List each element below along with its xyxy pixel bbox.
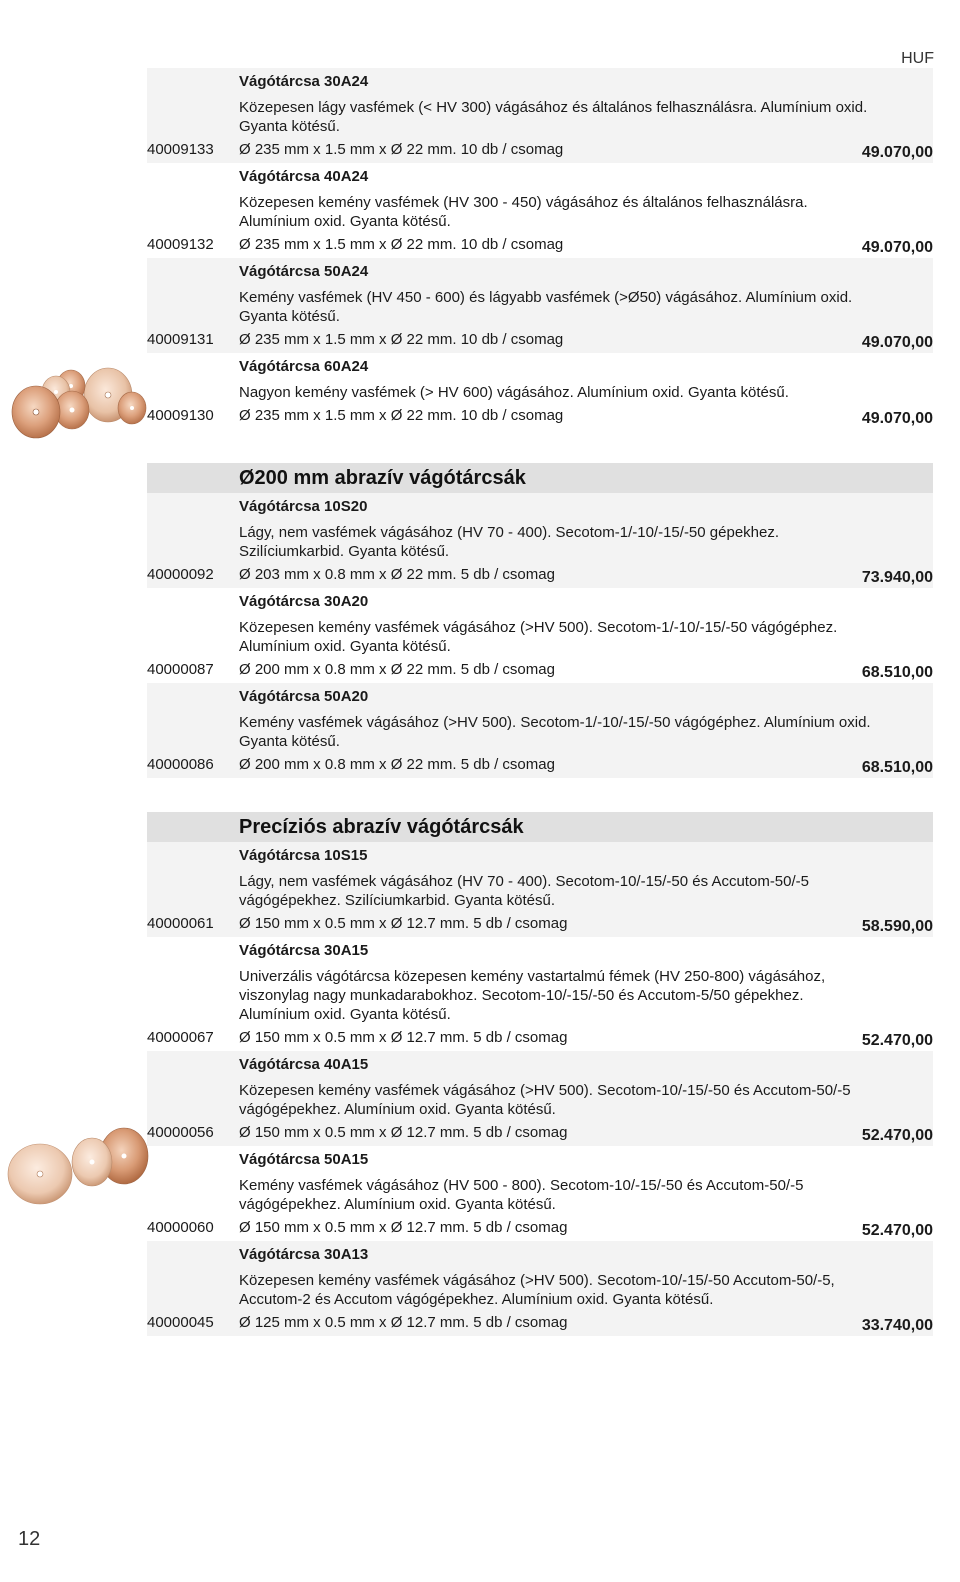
- product-order-row: [147, 910, 933, 933]
- product-entry: [147, 937, 933, 1051]
- product-code: 40000061: [147, 915, 214, 932]
- product-order-row: [147, 656, 933, 679]
- product-code: 40009132: [147, 236, 214, 253]
- product-title: Vágótárcsa 40A24: [239, 168, 369, 185]
- product-order-row: [147, 231, 933, 254]
- product-code: 40000086: [147, 756, 214, 773]
- product-description: Nagyon kemény vasfémek (> HV 600) vágásához. Alumínium oxid. Gyanta kötésű.: [239, 384, 789, 401]
- product-description: Lágy, nem vasfémek vágásához (HV 70 - 400). Secotom-10/-15/-50 és Accutom-50/-5 vágógépekhez. Szilíciumkarbid. Gyanta kötésű.: [239, 873, 809, 909]
- product-spec: Ø 150 mm x 0.5 mm x Ø 12.7 mm. 5 db / csomag: [239, 1219, 568, 1236]
- product-entry: [147, 258, 933, 353]
- product-description: Közepesen kemény vasfémek vágásához (>HV 500). Secotom-1/-10/-15/-50 vágógéphez. Alumínium oxid. Gyanta kötésű.: [239, 619, 838, 655]
- product-price: 49.070,00: [861, 144, 933, 161]
- product-title: Vágótárcsa 40A15: [239, 1056, 369, 1073]
- product-spec: Ø 150 mm x 0.5 mm x Ø 12.7 mm. 5 db / csomag: [239, 915, 568, 932]
- product-spec: Ø 200 mm x 0.8 mm x Ø 22 mm. 5 db / csomag: [239, 756, 555, 773]
- product-spec: Ø 150 mm x 0.5 mm x Ø 12.7 mm. 5 db / csomag: [239, 1029, 568, 1046]
- product-description: Közepesen kemény vasfémek vágásához (>HV 500). Secotom-10/-15/-50 Accutom-50/-5, Accutom-2 és Accutom vágógépekhez. Alumínium oxid. Gyanta kötésű.: [239, 1272, 835, 1308]
- product-title: Vágótárcsa 30A13: [239, 1246, 369, 1263]
- product-spec: Ø 150 mm x 0.5 mm x Ø 12.7 mm. 5 db / csomag: [239, 1124, 568, 1141]
- product-entry: [147, 1051, 933, 1146]
- product-order-row: [147, 1024, 933, 1047]
- product-entry: [147, 1241, 933, 1336]
- section-spacer: [147, 429, 933, 463]
- product-spec: Ø 235 mm x 1.5 mm x Ø 22 mm. 10 db / csomag: [239, 407, 564, 424]
- product-code: 40000092: [147, 566, 214, 583]
- product-spec: Ø 235 mm x 1.5 mm x Ø 22 mm. 10 db / csomag: [239, 236, 564, 253]
- product-code: 40000060: [147, 1219, 214, 1236]
- page-number: 12: [18, 1528, 41, 1550]
- product-price: 49.070,00: [861, 239, 933, 256]
- product-spec: Ø 203 mm x 0.8 mm x Ø 22 mm. 5 db / csomag: [239, 566, 555, 583]
- product-title: Vágótárcsa 50A24: [239, 263, 369, 280]
- product-entry: [147, 588, 933, 683]
- product-entry: [147, 683, 933, 778]
- product-code: 40009130: [147, 407, 214, 424]
- product-code: 40009133: [147, 141, 214, 158]
- product-price: 33.740,00: [861, 1317, 933, 1334]
- product-title: Vágótárcsa 50A15: [239, 1151, 369, 1168]
- product-code: 40000067: [147, 1029, 214, 1046]
- product-code: 40000087: [147, 661, 214, 678]
- product-price: 52.470,00: [861, 1127, 933, 1144]
- product-entry: [147, 842, 933, 937]
- product-description: Közepesen kemény vasfémek vágásához (>HV 500). Secotom-10/-15/-50 és Accutom-50/-5 vágógépekhez. Alumínium oxid. Gyanta kötésű.: [239, 1082, 851, 1118]
- product-entry: [147, 1146, 933, 1241]
- section-header: Ø200 mm abrazív vágótárcsák: [147, 463, 933, 493]
- product-order-row: [147, 751, 933, 774]
- product-order-row: [147, 326, 933, 349]
- product-price: 49.070,00: [861, 334, 933, 351]
- product-spec: Ø 235 mm x 1.5 mm x Ø 22 mm. 10 db / csomag: [239, 331, 564, 348]
- product-order-row: [147, 1309, 933, 1332]
- product-description: Közepesen kemény vasfémek (HV 300 - 450) vágásához és általános felhasználásra. Alumínium oxid. Gyanta kötésű.: [239, 194, 808, 230]
- product-entry: [147, 493, 933, 588]
- product-entry: [147, 163, 933, 258]
- product-price: 52.470,00: [861, 1032, 933, 1049]
- product-description: Kemény vasfémek (HV 450 - 600) és lágyabb vasfémek (>Ø50) vágásához. Alumínium oxid. Gyanta kötésű.: [239, 289, 853, 325]
- product-description: Kemény vasfémek vágásához (HV 500 - 800). Secotom-10/-15/-50 és Accutom-50/-5 vágógépekhez. Alumínium oxid. Gyanta kötésű.: [239, 1177, 804, 1213]
- product-title: Vágótárcsa 50A20: [239, 688, 369, 705]
- product-spec: Ø 125 mm x 0.5 mm x Ø 12.7 mm. 5 db / csomag: [239, 1314, 568, 1331]
- price-list: [147, 68, 933, 1336]
- product-order-row: [147, 1214, 933, 1237]
- product-price: 52.470,00: [861, 1222, 933, 1239]
- product-title: Vágótárcsa 10S20: [239, 498, 368, 515]
- section-spacer: [147, 778, 933, 812]
- cutting-discs-large-icon: [8, 366, 148, 440]
- product-title: Vágótárcsa 30A15: [239, 942, 369, 959]
- product-order-row: [147, 561, 933, 584]
- product-order-row: [147, 402, 933, 425]
- product-spec: Ø 235 mm x 1.5 mm x Ø 22 mm. 10 db / csomag: [239, 141, 564, 158]
- product-title: Vágótárcsa 30A24: [239, 73, 369, 90]
- product-title: Vágótárcsa 60A24: [239, 358, 369, 375]
- product-code: 40000056: [147, 1124, 214, 1141]
- section-header: Precíziós abrazív vágótárcsák: [147, 812, 933, 842]
- product-entry: [147, 68, 933, 163]
- product-description: Közepesen lágy vasfémek (< HV 300) vágásához és általános felhasználásra. Alumínium oxid. Gyanta kötésű.: [239, 99, 868, 135]
- cutting-discs-small-icon: [4, 1126, 150, 1208]
- product-description: Lágy, nem vasfémek vágásához (HV 70 - 400). Secotom-1/-10/-15/-50 gépekhez. Szilíciumkarbid. Gyanta kötésű.: [239, 524, 780, 560]
- product-code: 40000045: [147, 1314, 214, 1331]
- product-title: Vágótárcsa 30A20: [239, 593, 369, 610]
- product-price: 68.510,00: [861, 759, 933, 776]
- currency-label: HUF: [901, 50, 934, 67]
- product-entry: [147, 353, 933, 429]
- product-code: 40009131: [147, 331, 214, 348]
- product-price: 58.590,00: [861, 918, 933, 935]
- product-spec: Ø 200 mm x 0.8 mm x Ø 22 mm. 5 db / csomag: [239, 661, 555, 678]
- product-title: Vágótárcsa 10S15: [239, 847, 368, 864]
- product-description: Kemény vasfémek vágásához (>HV 500). Secotom-1/-10/-15/-50 vágógéphez. Alumínium oxid. Gyanta kötésű.: [239, 714, 871, 750]
- product-description: Univerzális vágótárcsa közepesen kemény vastartalmú fémek (HV 250-800) vágásához, viszonylag nagy munkadarabokhoz. Secotom-10/-15/-50 és Accutom-5/50 gépekhez. Alumínium oxid. Gyanta kötésű.: [239, 968, 826, 1023]
- product-order-row: [147, 136, 933, 159]
- product-price: 68.510,00: [861, 664, 933, 681]
- product-price: 49.070,00: [861, 410, 933, 427]
- product-price: 73.940,00: [861, 569, 933, 586]
- product-order-row: [147, 1119, 933, 1142]
